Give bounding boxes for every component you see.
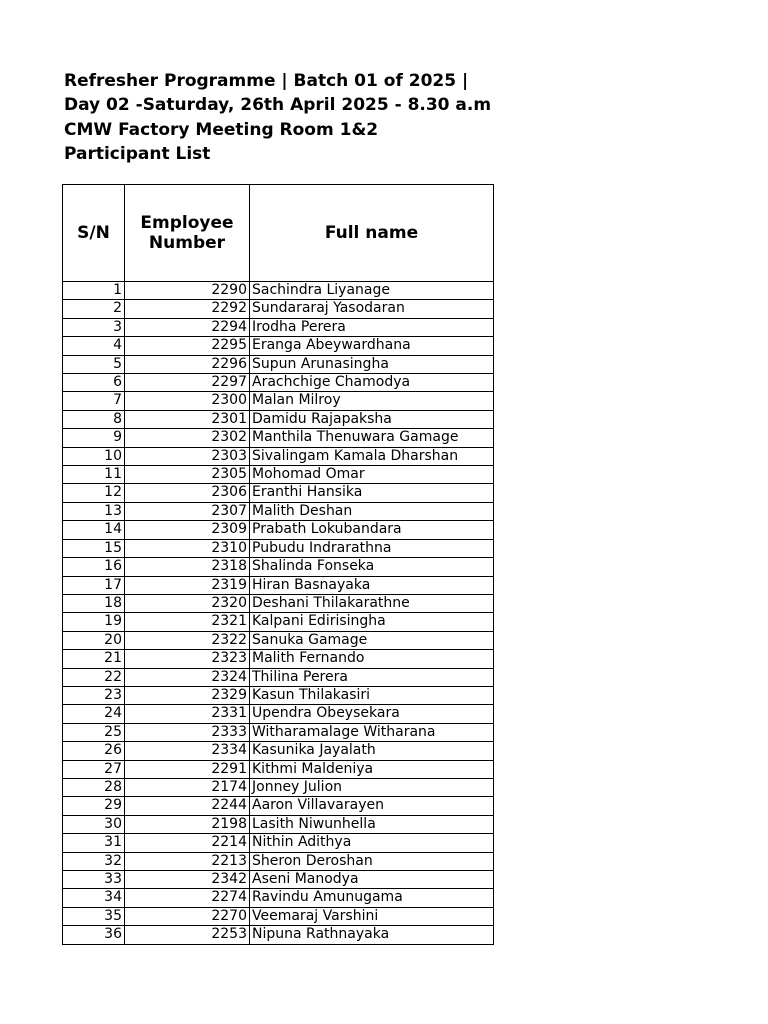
cell-sn: 8: [63, 410, 125, 428]
cell-full-name: Manthila Thenuwara Gamage: [250, 429, 494, 447]
cell-employee-number: 2310: [125, 539, 250, 557]
cell-full-name: Shalinda Fonseka: [250, 558, 494, 576]
cell-full-name: Nipuna Rathnayaka: [250, 926, 494, 944]
cell-full-name: Sundararaj Yasodaran: [250, 300, 494, 318]
cell-employee-number: 2329: [125, 686, 250, 704]
cell-full-name: Eranthi Hansika: [250, 484, 494, 502]
cell-employee-number: 2270: [125, 907, 250, 925]
cell-full-name: Malith Deshan: [250, 502, 494, 520]
cell-full-name: Pubudu Indrarathna: [250, 539, 494, 557]
cell-sn: 10: [63, 447, 125, 465]
cell-full-name: Nithin Adithya: [250, 834, 494, 852]
cell-sn: 23: [63, 686, 125, 704]
table-row: [63, 429, 494, 447]
table-row: [63, 337, 494, 355]
table-row: [63, 594, 494, 612]
cell-sn: 30: [63, 815, 125, 833]
cell-full-name: Veemaraj Varshini: [250, 907, 494, 925]
cell-employee-number: 2321: [125, 613, 250, 631]
table-row: [63, 705, 494, 723]
cell-sn: 28: [63, 778, 125, 796]
table-row: [63, 576, 494, 594]
cell-sn: 7: [63, 392, 125, 410]
cell-sn: 9: [63, 429, 125, 447]
column-header-employee-number: Employee Number: [125, 185, 250, 282]
cell-employee-number: 2300: [125, 392, 250, 410]
cell-full-name: Kithmi Maldeniya: [250, 760, 494, 778]
cell-full-name: Sanuka Gamage: [250, 631, 494, 649]
cell-full-name: Supun Arunasingha: [250, 355, 494, 373]
cell-employee-number: 2342: [125, 871, 250, 889]
column-header-full-name: Full name: [250, 185, 494, 282]
cell-sn: 19: [63, 613, 125, 631]
table-row: [63, 300, 494, 318]
cell-employee-number: 2303: [125, 447, 250, 465]
table-row: [63, 668, 494, 686]
cell-full-name: Hiran Basnayaka: [250, 576, 494, 594]
table-row: [63, 797, 494, 815]
cell-employee-number: 2290: [125, 282, 250, 300]
cell-sn: 12: [63, 484, 125, 502]
cell-sn: 1: [63, 282, 125, 300]
table-row: [63, 834, 494, 852]
cell-sn: 16: [63, 558, 125, 576]
cell-sn: 14: [63, 521, 125, 539]
table-row: [63, 926, 494, 944]
programme-title: Refresher Programme | Batch 01 of 2025 |: [64, 71, 469, 91]
cell-full-name: Prabath Lokubandara: [250, 521, 494, 539]
cell-sn: 35: [63, 907, 125, 925]
cell-full-name: Damidu Rajapaksha: [250, 410, 494, 428]
table-row: [63, 631, 494, 649]
cell-full-name: Malan Milroy: [250, 392, 494, 410]
cell-sn: 27: [63, 760, 125, 778]
cell-employee-number: 2253: [125, 926, 250, 944]
cell-sn: 18: [63, 594, 125, 612]
cell-employee-number: 2295: [125, 337, 250, 355]
cell-employee-number: 2301: [125, 410, 250, 428]
cell-employee-number: 2324: [125, 668, 250, 686]
table-row: [63, 410, 494, 428]
cell-full-name: Deshani Thilakarathne: [250, 594, 494, 612]
table-header-row: [63, 185, 494, 282]
table-body: [63, 282, 494, 945]
cell-full-name: Thilina Perera: [250, 668, 494, 686]
cell-sn: 25: [63, 723, 125, 741]
cell-employee-number: 2318: [125, 558, 250, 576]
cell-employee-number: 2214: [125, 834, 250, 852]
table-row: [63, 742, 494, 760]
cell-sn: 17: [63, 576, 125, 594]
cell-full-name: Malith Fernando: [250, 650, 494, 668]
cell-employee-number: 2291: [125, 760, 250, 778]
table-row: [63, 374, 494, 392]
table-row: [63, 852, 494, 870]
cell-employee-number: 2334: [125, 742, 250, 760]
cell-full-name: Aaron Villavarayen: [250, 797, 494, 815]
table-row: [63, 723, 494, 741]
cell-employee-number: 2309: [125, 521, 250, 539]
cell-sn: 22: [63, 668, 125, 686]
cell-full-name: Ravindu Amunugama: [250, 889, 494, 907]
table-row: [63, 447, 494, 465]
cell-full-name: Irodha Perera: [250, 318, 494, 336]
cell-full-name: Arachchige Chamodya: [250, 374, 494, 392]
cell-full-name: Kalpani Edirisingha: [250, 613, 494, 631]
table-row: [63, 282, 494, 300]
cell-full-name: Kasun Thilakasiri: [250, 686, 494, 704]
cell-sn: 5: [63, 355, 125, 373]
programme-venue: CMW Factory Meeting Room 1&2: [64, 119, 379, 140]
table-row: [63, 686, 494, 704]
table-row: [63, 318, 494, 336]
cell-full-name: Lasith Niwunhella: [250, 815, 494, 833]
cell-sn: 15: [63, 539, 125, 557]
cell-sn: 21: [63, 650, 125, 668]
cell-sn: 4: [63, 337, 125, 355]
table-row: [63, 815, 494, 833]
table-row: [63, 778, 494, 796]
cell-sn: 24: [63, 705, 125, 723]
cell-sn: 33: [63, 871, 125, 889]
cell-sn: 31: [63, 834, 125, 852]
cell-employee-number: 2320: [125, 594, 250, 612]
cell-employee-number: 2297: [125, 374, 250, 392]
table-row: [63, 502, 494, 520]
cell-full-name: Jonney Julion: [250, 778, 494, 796]
table-row: [63, 466, 494, 484]
cell-full-name: Sivalingam Kamala Dharshan: [250, 447, 494, 465]
programme-date: Day 02 -Saturday, 26th April 2025 - 8.30 a.m: [64, 95, 492, 116]
cell-employee-number: 2323: [125, 650, 250, 668]
table-row: [63, 889, 494, 907]
cell-employee-number: 2333: [125, 723, 250, 741]
cell-employee-number: 2244: [125, 797, 250, 815]
cell-employee-number: 2306: [125, 484, 250, 502]
table-row: [63, 355, 494, 373]
cell-sn: 13: [63, 502, 125, 520]
participant-table: [62, 184, 494, 945]
table-row: [63, 760, 494, 778]
cell-full-name: Sheron Deroshan: [250, 852, 494, 870]
cell-employee-number: 2296: [125, 355, 250, 373]
cell-sn: 29: [63, 797, 125, 815]
cell-sn: 6: [63, 374, 125, 392]
cell-employee-number: 2213: [125, 852, 250, 870]
table-row: [63, 650, 494, 668]
cell-full-name: Upendra Obeysekara: [250, 705, 494, 723]
list-title: Participant List: [64, 143, 211, 164]
cell-employee-number: 2331: [125, 705, 250, 723]
cell-full-name: Eranga Abeywardhana: [250, 337, 494, 355]
cell-full-name: Kasunika Jayalath: [250, 742, 494, 760]
cell-employee-number: 2307: [125, 502, 250, 520]
cell-sn: 32: [63, 852, 125, 870]
table-row: [63, 558, 494, 576]
table-row: [63, 871, 494, 889]
cell-sn: 11: [63, 466, 125, 484]
cell-sn: 20: [63, 631, 125, 649]
table-row: [63, 392, 494, 410]
cell-sn: 2: [63, 300, 125, 318]
table-row: [63, 613, 494, 631]
cell-sn: 36: [63, 926, 125, 944]
cell-employee-number: 2274: [125, 889, 250, 907]
table-row: [63, 521, 494, 539]
cell-employee-number: 2319: [125, 576, 250, 594]
cell-employee-number: 2292: [125, 300, 250, 318]
cell-employee-number: 2174: [125, 778, 250, 796]
cell-sn: 26: [63, 742, 125, 760]
cell-full-name: Sachindra Liyanage: [250, 282, 494, 300]
cell-employee-number: 2198: [125, 815, 250, 833]
table-row: [63, 484, 494, 502]
cell-full-name: Aseni Manodya: [250, 871, 494, 889]
table-row: [63, 539, 494, 557]
cell-employee-number: 2322: [125, 631, 250, 649]
table-row: [63, 907, 494, 925]
column-header-sn: S/N: [63, 185, 125, 282]
cell-sn: 34: [63, 889, 125, 907]
cell-employee-number: 2305: [125, 466, 250, 484]
document-heading: [64, 69, 494, 166]
cell-full-name: Witharamalage Witharana: [250, 723, 494, 741]
cell-employee-number: 2294: [125, 318, 250, 336]
cell-sn: 3: [63, 318, 125, 336]
cell-employee-number: 2302: [125, 429, 250, 447]
cell-full-name: Mohomad Omar: [250, 466, 494, 484]
